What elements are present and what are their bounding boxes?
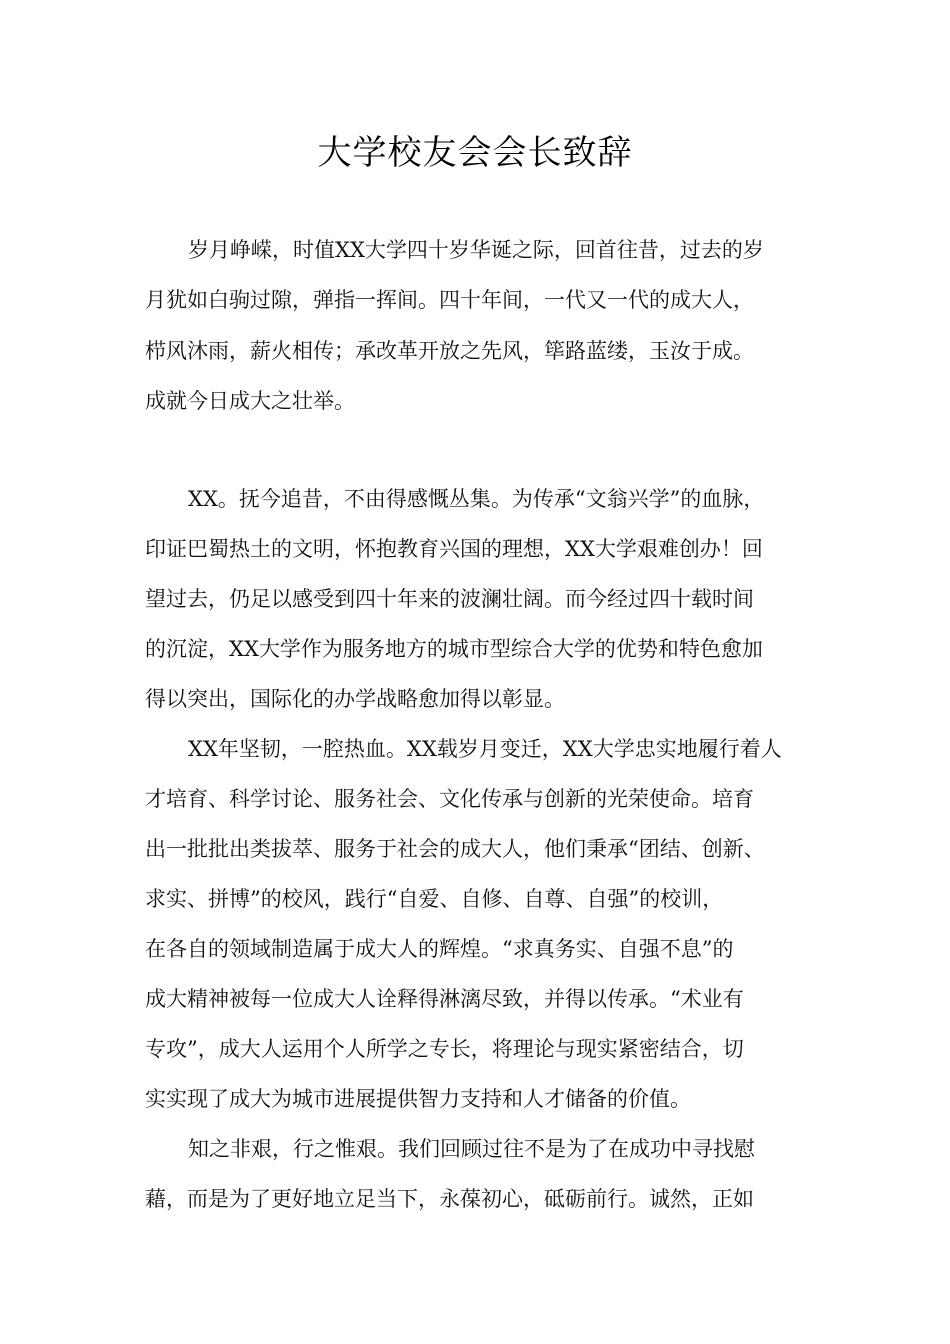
page-title: 大学校友会会长致辞 (317, 133, 633, 173)
paragraph-line: 专攻”，成大人运用个人所学之专长，将理论与现实紧密结合，切 (145, 1037, 744, 1061)
paragraph-line: XX年坚韧，一腔热血。XX载岁月变迁，XX大学忠实地履行着人 (188, 737, 782, 761)
paragraph-line: 印证巴蜀热土的文明，怀抱教育兴国的理想，XX大学艰难创办！回 (145, 537, 763, 561)
paragraph-line: 的沉淀，XX大学作为服务地方的城市型综合大学的优势和特色愈加 (145, 637, 763, 661)
paragraph-line: 成就今日成大之壮举。 (145, 389, 355, 413)
paragraph-line: 才培育、科学讨论、服务社会、文化传承与创新的光荣使命。培育 (145, 787, 754, 811)
paragraph-line: 岁月峥嵘，时值XX大学四十岁华诞之际，回首往昔，过去的岁 (188, 238, 764, 262)
paragraph-line: 在各自的领域制造属于成大人的辉煌。“求真务实、自强不息”的 (145, 937, 734, 961)
paragraph-line: 望过去，仍足以感受到四十年来的波澜壮阔。而今经过四十载时间 (145, 587, 754, 611)
paragraph-line: 栉风沐雨，薪火相传；承改革开放之先风，筚路蓝缕，玉汝于成。 (145, 339, 754, 363)
paragraph-line: 知之非艰，行之惟艰。我们回顾过往不是为了在成功中寻找慰 (188, 1137, 755, 1161)
paragraph-line: 月犹如白驹过隙，弹指一挥间。四十年间，一代又一代的成大人， (145, 288, 754, 312)
paragraph-line: XX。抚今追昔，不由得感慨丛集。为传承“文翁兴学”的血脉， (188, 487, 765, 511)
paragraph-line: 实实现了成大为城市进展提供智力支持和人才储备的价值。 (145, 1087, 691, 1111)
paragraph-line: 出一批批出类拔萃、服务于社会的成大人，他们秉承“团结、创新、 (145, 837, 765, 861)
paragraph-line: 求实、拼博”的校风，践行“自爱、自修、自尊、自强”的校训， (145, 887, 724, 911)
paragraph-line: 藉，而是为了更好地立足当下，永葆初心，砥砺前行。诚然，正如 (145, 1187, 754, 1211)
paragraph-line: 成大精神被每一位成大人诠释得淋漓尽致，并得以传承。“术业有 (145, 987, 744, 1011)
paragraph-line: 得以突出，国际化的办学战略愈加得以彰显。 (145, 687, 565, 711)
